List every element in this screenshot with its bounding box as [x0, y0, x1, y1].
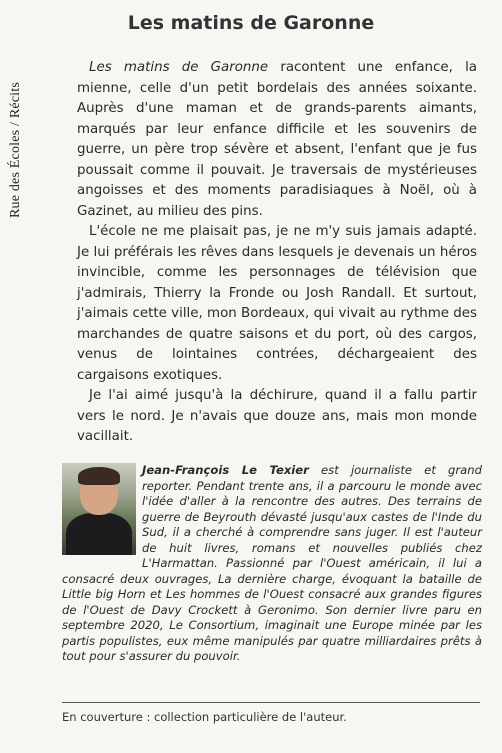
- paragraph-1: [77, 58, 477, 222]
- paragraph-3: Je l'ai aimé jusqu'à la déchirure, quand il a fallu partir vers le nord. Je n'avais que douze ans, mais mon monde vacillait.: [77, 388, 477, 444]
- paragraph-2: L'école ne me plaisait pas, je ne m'y suis jamais adapté. Je lui préférais les rêves dans lesquels je devenais un héros invincible, comme les personnages de télévision que j'admirais, Thierry la Fronde ou Josh Randall. Et surtout, j'aimais cette ville, mon Bordeaux, qui vivait au rythme des marchandes de quatre saisons et du port, où des cargos, venus de lointaines contrées, déchargeaient des cargaisons exotiques.: [77, 224, 477, 383]
- collection-name: Rue des Écoles / Récits: [8, 81, 24, 219]
- photo-float-spacer: [62, 463, 142, 559]
- book-title: Les matins de Garonne: [127, 12, 375, 34]
- back-cover-text: [77, 58, 477, 448]
- cover-credit: En couverture : collection particulière de l'auteur.: [62, 710, 347, 724]
- author-name: Jean-François Le Texier: [142, 463, 309, 477]
- title-italic: Les matins de Garonne: [89, 60, 269, 75]
- spine-collection-label: [4, 40, 28, 260]
- divider: [62, 702, 480, 703]
- paragraph-1-text: racontent une enfance, la mienne, celle d'un petit bordelais des années soixante. Auprès d'une maman et de grands-parents aimants, marqués par leur enfance difficile et les souvenirs de guerre, un père trop sévère et absent, l'enfant que je fus poussait comme il pouvait. Je traversais de mystérieuses angoisses et des moments paradisiaques à Noël, où à Gazinet, au milieu des pins.: [77, 60, 478, 219]
- author-bio: [62, 463, 482, 665]
- author-bio-text: est journaliste et grand reporter. Pendant trente ans, il a parcouru le monde avec l'idée d'aller à la rencontre des autres. Des terrains de guerre de Beyrouth dévasté jusqu'aux castes de l'Inde du Sud, il a cherché à comprendre sans juger. Il est l'auteur de huit livres, romans et nouvelles publiés chez L'Harmattan. Passionné par l'Ouest américain, il lui a consacré deux ouvrages, La dernière charge, évoquant la bataille de Little big Horn et Les hommes de l'Ouest consacré aux grandes figures de l'Ouest de Davy Crockett à Geronimo. Son dernier livre paru en septembre 2020, Le Consortium, imaginait une Europe minée par les partis populistes, eux même manipulés par quatre milliardaires prêts à tout pour s'assurer du pouvoir.: [62, 463, 482, 663]
